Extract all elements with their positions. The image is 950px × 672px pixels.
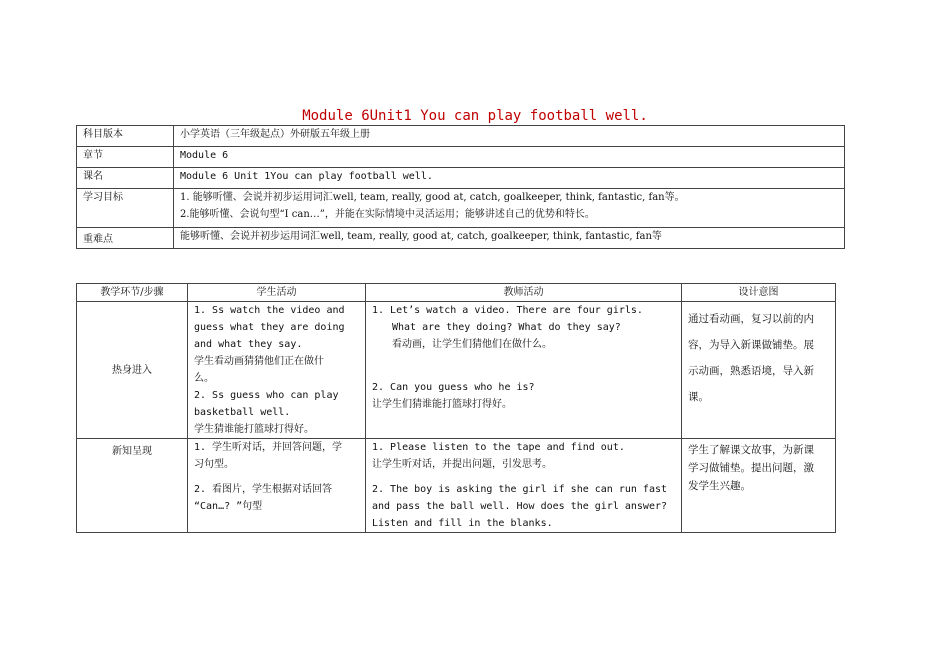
text-line: 示动画，熟悉语境，导入新	[688, 365, 814, 377]
text-line: 学习做铺垫。提出问题，激	[688, 462, 814, 474]
table-row	[77, 147, 845, 168]
teacher-activity	[366, 302, 682, 439]
row-value: 能够听懂、会说并初步运用词汇well, team, really, good at, catch, goalkeeper, think, fantastic, fan等	[174, 228, 845, 249]
table-row	[77, 439, 836, 533]
text-line: What are they doing? What do they say?	[392, 322, 621, 333]
row-value	[174, 189, 845, 228]
text-line: 学生了解课文故事，为新课	[688, 444, 814, 456]
text-line: 2. Ss guess who can play	[194, 390, 339, 401]
text-line: 学生猜谁能打篮球打得好。	[194, 424, 314, 435]
objective-line: 2.能够听懂、会说句型“I can…”，并能在实际情境中灵活运用；能够讲述自己的优势和特长。	[180, 209, 595, 220]
table-row	[77, 302, 836, 439]
row-label: 课名	[77, 168, 174, 189]
text-line: 学生看动画猜猜他们正在做什	[194, 356, 324, 367]
row-value: Module 6	[174, 147, 845, 168]
design-intent	[682, 439, 836, 533]
design-intent	[682, 302, 836, 439]
info-table	[76, 125, 845, 249]
spacer	[372, 473, 675, 481]
text-line: and what they say.	[194, 339, 303, 350]
text-line: 通过看动画，复习以前的内	[688, 313, 814, 325]
text-line: Listen and fill in the blanks.	[372, 518, 553, 529]
row-label: 重难点	[77, 228, 174, 249]
spacer	[372, 353, 675, 379]
text-line: guess what they are doing	[194, 322, 345, 333]
process-table	[76, 283, 836, 533]
text-line: 发学生兴趣。	[688, 480, 751, 492]
row-label: 科目版本	[77, 126, 174, 147]
row-label: 学习目标	[77, 189, 174, 228]
text-line: 么。	[194, 373, 214, 384]
document-title: Module 6Unit1 You can play football well.	[302, 108, 648, 124]
table-row	[77, 126, 845, 147]
table-row	[77, 228, 845, 249]
text-line: 让学生听对话，并提出问题，引发思考。	[372, 459, 552, 470]
text-line: “Can…? ”句型	[194, 501, 263, 512]
text-line: 课。	[688, 391, 709, 403]
row-value: Module 6 Unit 1You can play football well.	[174, 168, 845, 189]
teacher-activity	[366, 439, 682, 533]
stage-cell: 新知呈现	[77, 439, 188, 533]
row-value: 小学英语（三年级起点）外研版五年级上册	[174, 126, 845, 147]
text-line: 1. 学生听对话，并回答问题，学	[194, 442, 343, 453]
table-row	[77, 168, 845, 189]
header-cell: 教学环节/步骤	[77, 284, 188, 302]
text-line: 2. The boy is asking the girl if she can run fast	[372, 484, 668, 495]
student-activity	[188, 302, 366, 439]
text-line: 1. Ss watch the video and	[194, 305, 345, 316]
header-cell: 教师活动	[366, 284, 682, 302]
text-line: 1. Let’s watch a video. There are four girls.	[372, 305, 643, 316]
text-line: 看动画，让学生们猜他们在做什么。	[392, 339, 552, 350]
text-line: 2. 看图片，学生根据对话回答	[194, 484, 333, 495]
header-row	[77, 284, 836, 302]
text-line: 1. Please listen to the tape and find out.	[372, 442, 625, 453]
header-cell: 学生活动	[188, 284, 366, 302]
text-line: basketball well.	[194, 407, 291, 418]
table-row	[77, 189, 845, 228]
text-line: 习句型。	[194, 459, 234, 470]
text-line: 让学生们猜谁能打篮球打得好。	[372, 399, 512, 410]
student-activity	[188, 439, 366, 533]
text-line: and pass the ball well. How does the girl answer?	[372, 501, 668, 512]
text-line: 容，为导入新课做铺垫。展	[688, 339, 814, 351]
spacer	[194, 473, 359, 481]
header-cell: 设计意图	[682, 284, 836, 302]
objective-line: 1. 能够听懂、会说并初步运用词汇well, team, really, good at, catch, goalkeeper, think, fantastic, fan等。	[180, 192, 685, 203]
stage-cell: 热身进入	[77, 302, 188, 439]
text-line: 2. Can you guess who he is?	[372, 382, 535, 393]
row-label: 章节	[77, 147, 174, 168]
